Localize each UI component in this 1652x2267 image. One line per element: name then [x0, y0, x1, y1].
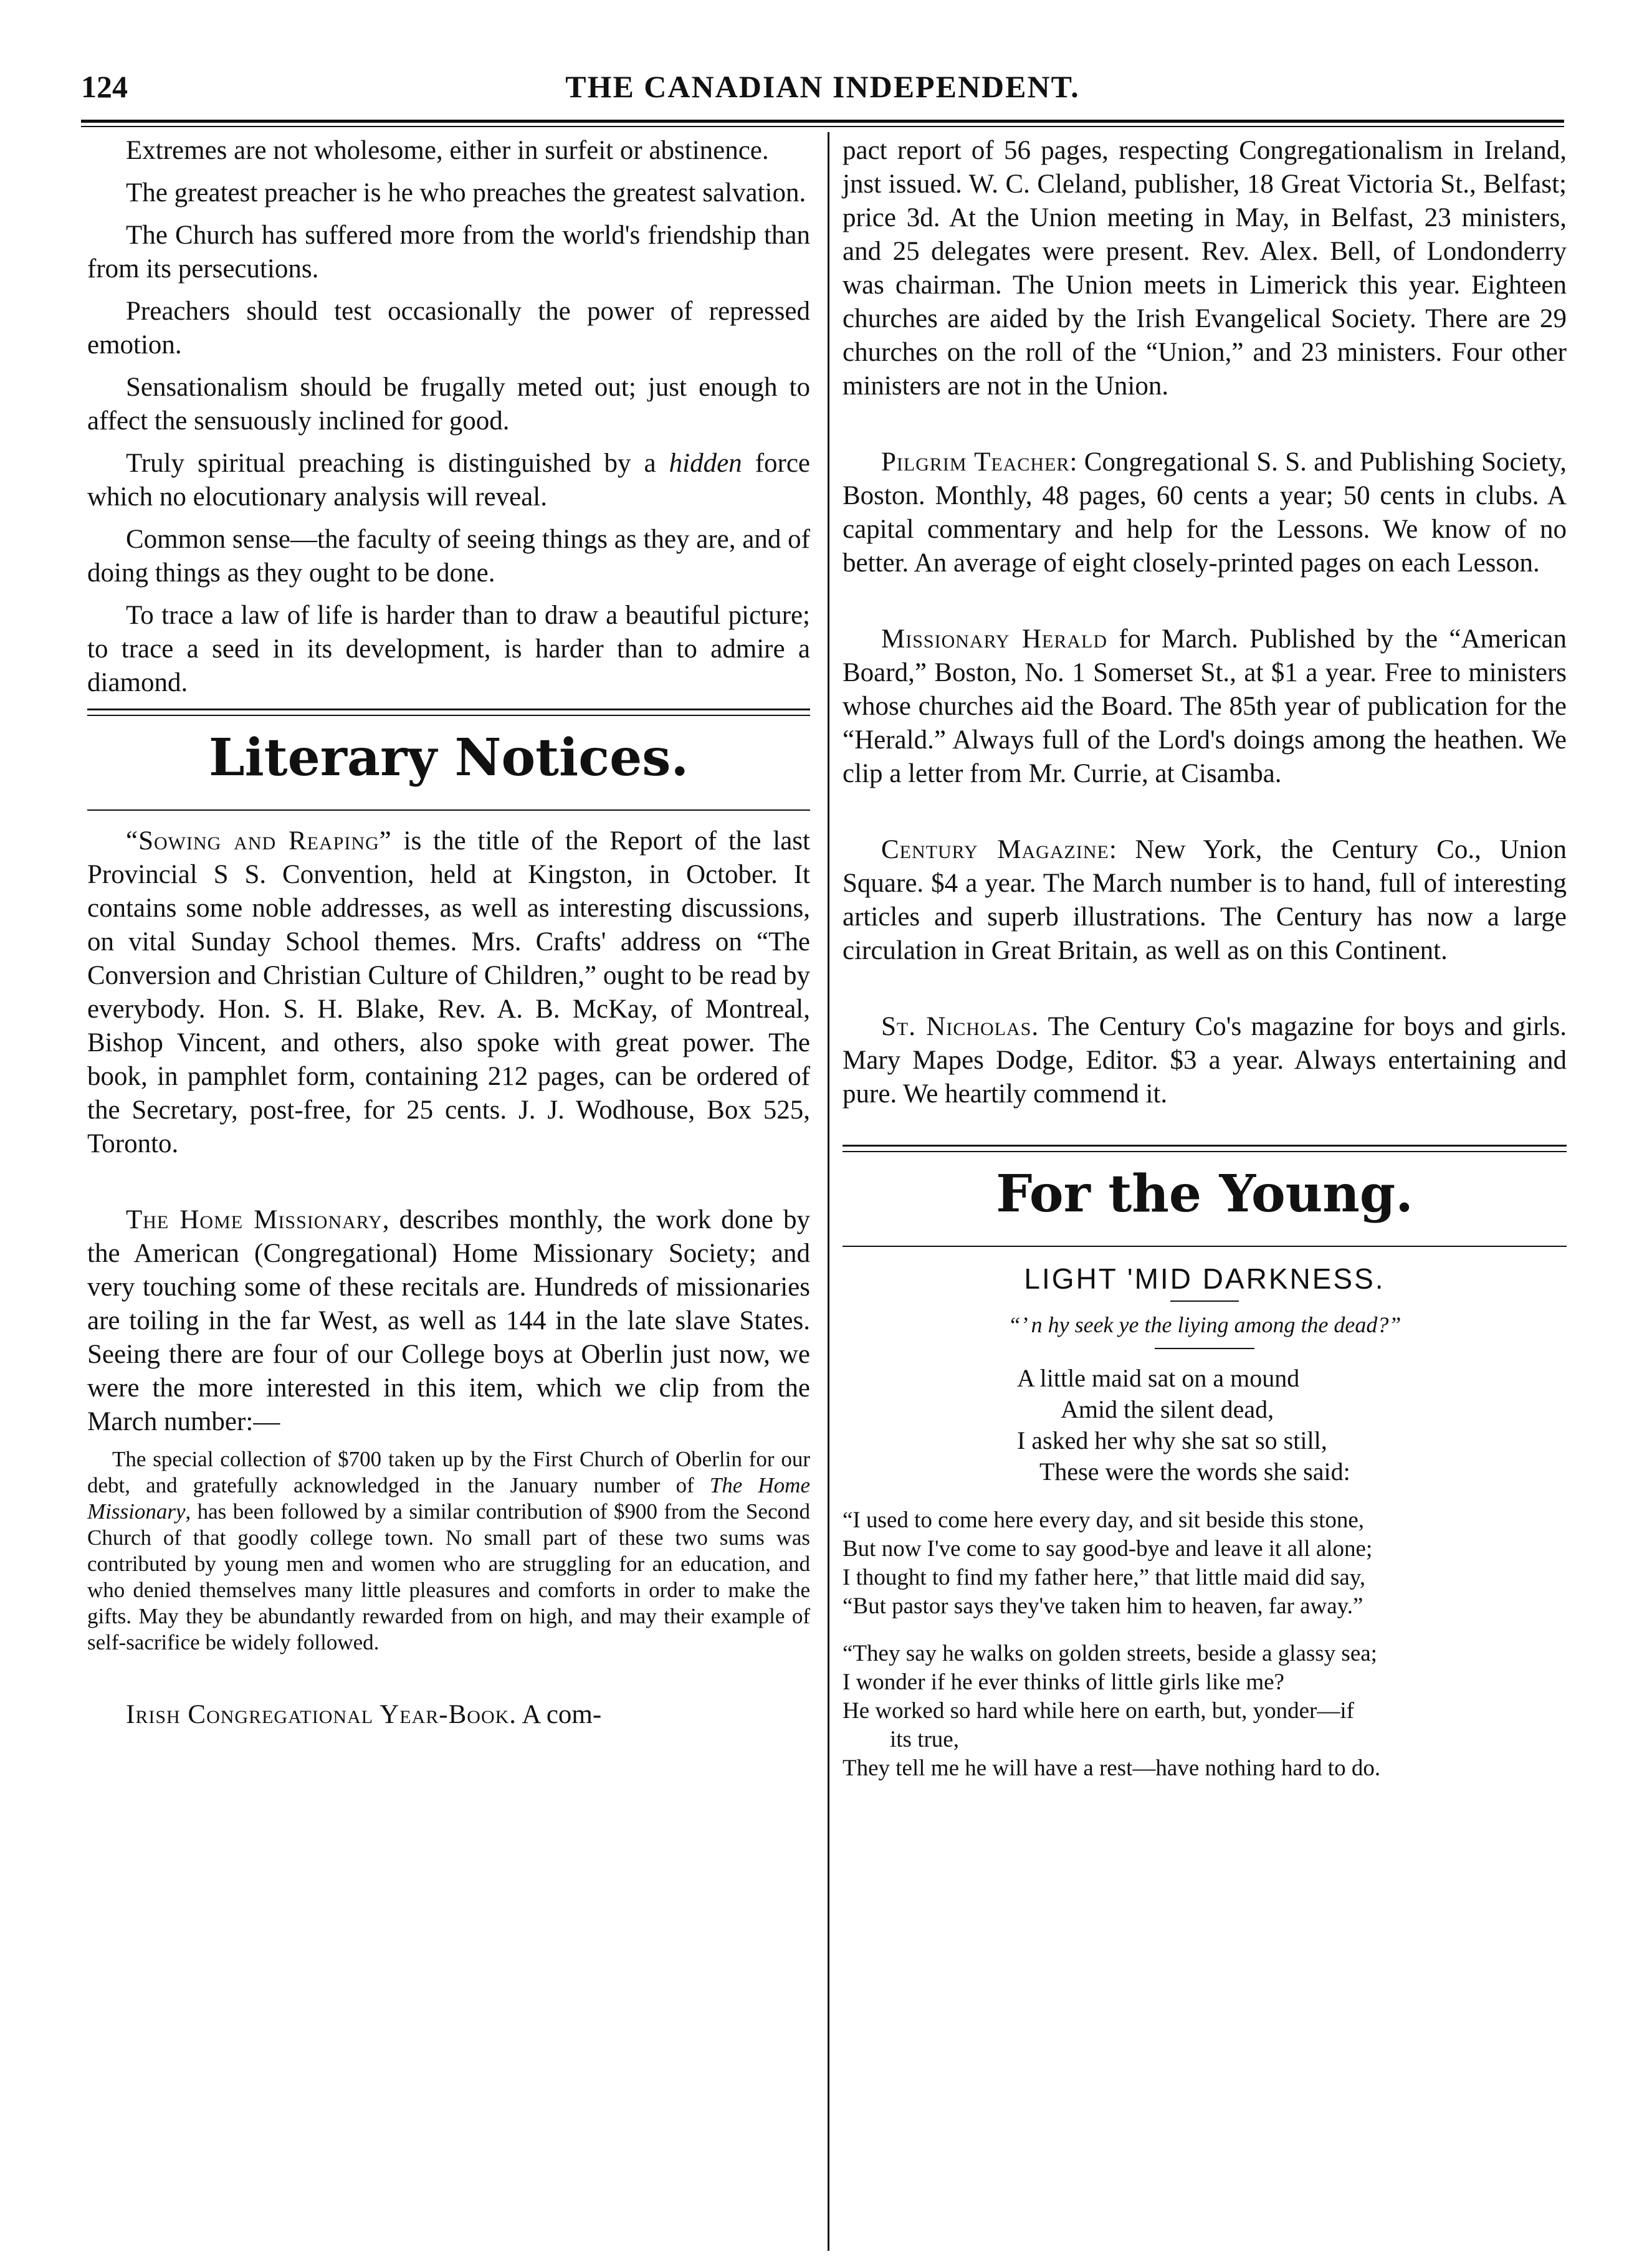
quote-text: , has been followed by a similar contribution of $900 from the Second Church of that goodly college town. No small part of these two sums was contributed by young men and women who are struggling for an education, and who denied themselves many little pleasures and comforts in order to make the gifts. May they be abundantly rewarded from on high, and may their example of self-sacrifice be widely followed.	[87, 1499, 810, 1654]
verse-line: He worked so hard while here on earth, but, yonder—if	[843, 1698, 1354, 1724]
notice-lead: Pilgrim Teacher	[881, 447, 1070, 477]
right-column	[843, 134, 1567, 1783]
verse-line: I thought to find my father here,” that little maid did say,	[843, 1565, 1366, 1590]
notice-lead: St. Nicholas.	[881, 1012, 1039, 1041]
spacer	[843, 580, 1567, 623]
verse-line: “But pastor says they've taken him to heaven, far away.”	[843, 1593, 1363, 1619]
poem-epigraph: “’ n hy seek ye the liying among the dead?”	[1008, 1312, 1401, 1337]
emphasis: hidden	[669, 449, 742, 478]
poem-stanza-2	[843, 1506, 1567, 1621]
verse-line: These were the words she said:	[1039, 1458, 1350, 1486]
maxim-text: force which no elocutionary analysis will reveal.	[87, 449, 811, 512]
notice-sowing-reaping	[87, 824, 810, 1161]
maxim: Preachers should test occasionally the power of repressed emotion.	[87, 297, 810, 360]
verse-line: its true,	[890, 1727, 959, 1752]
maxim: Extremes are not wholesome, either in surfeit or abstinence.	[126, 136, 769, 165]
header-rule-thin	[81, 126, 1564, 127]
notice-missionary-herald	[843, 623, 1567, 791]
column-divider	[828, 132, 829, 2251]
notice-home-missionary	[87, 1203, 810, 1439]
verse-line: But now I've come to say good-bye and leave it all alone;	[843, 1536, 1373, 1562]
verse-line: A little maid sat on a mound	[1017, 1364, 1300, 1392]
verse-line: “I used to come here every day, and sit beside this stone,	[843, 1507, 1365, 1533]
verse-line: They tell me he will have a rest—have nothing hard to do.	[843, 1755, 1381, 1781]
emphasis: The Home Missionary	[87, 1473, 810, 1524]
maxim: To trace a law of life is harder than to draw a beautiful picture; to trace a seed in its development, is harder than to admire a diamond.	[87, 601, 810, 697]
notice-body: for March. Published by the “American Board,” Boston, No. 1 Somerset St., at $1 a year. Free to ministers whose churches aid the Board. The 85th year of publication for the “Herald.” Always full of the Lord's doings among the heathen. We clip a letter from Mr. Currie, at Cisamba.	[843, 624, 1567, 788]
literary-notices-heading	[87, 709, 810, 802]
spacer	[843, 1111, 1567, 1136]
notice-lead: “Sowing and Reaping”	[126, 826, 392, 856]
maxim: The Church has suffered more from the world's friendship than from its persecutions.	[87, 221, 810, 284]
spacer	[843, 403, 1567, 446]
notice-body: , describes monthly, the work done by the American (Congregational) Home Missionary Society; and very touching some of these recitals are. Hundreds of missionaries are toiling in the far West, as well as 144 in the late slave States. Seeing there are four of our College boys at Oberlin just now, we were the more interested in this item, which we clip from the March number:—	[87, 1205, 810, 1436]
verse-line: I wonder if he ever thinks of little girls like me?	[843, 1669, 1284, 1695]
section-title: For the Young.	[996, 1164, 1413, 1224]
section-title: Literary Notices.	[208, 728, 689, 788]
header-rule	[81, 120, 1564, 123]
poem-stanza-3	[843, 1639, 1567, 1783]
poem-title: LIGHT 'MID DARKNESS.	[1024, 1262, 1385, 1295]
notice-body: : Congregational S. S. and Publishing Society, Boston. Monthly, 48 pages, 60 cents a year; 50 cents in clubs. A capital commentary and help for the Lessons. We know of no better. An average of eight closely-printed pages on each Lesson.	[843, 447, 1567, 578]
notice-body: is the title of the Report of the last Provincial S S. Convention, held at Kingston, in October. It contains some noble addresses, as well as interesting discussions, on vital Sunday School themes. Mrs. Crafts' address on “The Conversion and Christian Culture of Children,” ought to be read by everybody. Hon. S. H. Blake, Rev. A. B. McKay, of Montreal, Bishop Vincent, and others, also spoke with great power. The book, in pamphlet form, containing 212 pages, can be ordered of the Secretary, post-free, for 25 cents. J. J. Wodhouse, Box 525, Toronto.	[87, 826, 810, 1158]
quote-text: The special collection of $700 taken up by the First Church of Oberlin for our debt, and gratefully acknowledged in the January number of	[87, 1447, 810, 1497]
notice-body: A com-	[517, 1700, 602, 1729]
notice-lead: The Home Missionary	[126, 1205, 383, 1234]
maxim: Sensationalism should be frugally meted out; just enough to affect the sensuously inclined for good.	[87, 373, 810, 436]
verse-line: “They say he walks on golden streets, beside a glassy sea;	[843, 1641, 1377, 1666]
notice-st-nicholas	[843, 1010, 1567, 1111]
spacer	[87, 1161, 810, 1203]
page-number: 124	[81, 69, 128, 104]
poem-stanza-1	[843, 1363, 1567, 1487]
maxim-spiritual	[87, 447, 810, 514]
maxim: The greatest preacher is he who preaches the greatest salvation.	[126, 178, 806, 208]
notice-lead: Missionary Herald	[881, 624, 1107, 654]
notice-body: : New York, the Century Co., Union Square. $4 a year. The March number is to hand, full of interesting articles and superb illustrations. The Century has now a large circulation in Great Britain, as well as on this Continent.	[843, 835, 1567, 965]
for-the-young-heading	[843, 1145, 1567, 1238]
spacer	[843, 968, 1567, 1010]
notice-irish-continued: pact report of 56 pages, respecting Congregationalism in Ireland, jnst issued. W. C. Cleland, publisher, 18 Great Victoria St., Belfast; price 3d. At the Union meeting in May, in Belfast, 23 ministers, and 25 delegates were present. Rev. Alex. Bell, of Londonderry was chairman. The Union meets in Limerick this year. Eighteen churches are aided by the Irish Evangelical Society. There are 29 churches on the roll of the “Union,” and 23 ministers. Four other ministers are not in the Union.	[843, 136, 1567, 401]
verse-line: I asked her why she sat so still,	[1017, 1426, 1327, 1454]
notice-lead: Irish Congregational Year-Book.	[126, 1700, 517, 1729]
heading-rule	[87, 809, 810, 811]
spacer	[87, 1656, 810, 1698]
left-column	[87, 134, 810, 1732]
epigraph-rule	[1155, 1348, 1254, 1349]
verse-line: Amid the silent dead,	[1061, 1395, 1274, 1423]
running-title: THE CANADIAN INDEPENDENT.	[565, 69, 1080, 104]
title-rule	[1170, 1301, 1239, 1302]
notice-pilgrim-teacher	[843, 446, 1567, 580]
quoted-extract	[87, 1446, 810, 1656]
page-header	[81, 69, 1564, 106]
notice-body: The Century Co's magazine for boys and girls. Mary Mapes Dodge, Editor. $3 a year. Always entertaining and pure. We heartily commend it.	[843, 1012, 1567, 1109]
notice-lead: Century Magazine	[881, 835, 1109, 864]
maxim: Common sense—the faculty of seeing things as they are, and of doing things as they ought to be done.	[87, 525, 810, 588]
maxim-text: Truly spiritual preaching is distinguished by a	[126, 449, 669, 478]
notice-century-magazine	[843, 833, 1567, 968]
heading-rule	[843, 1246, 1567, 1247]
spacer	[843, 791, 1567, 833]
notice-irish-yearbook	[87, 1698, 810, 1732]
